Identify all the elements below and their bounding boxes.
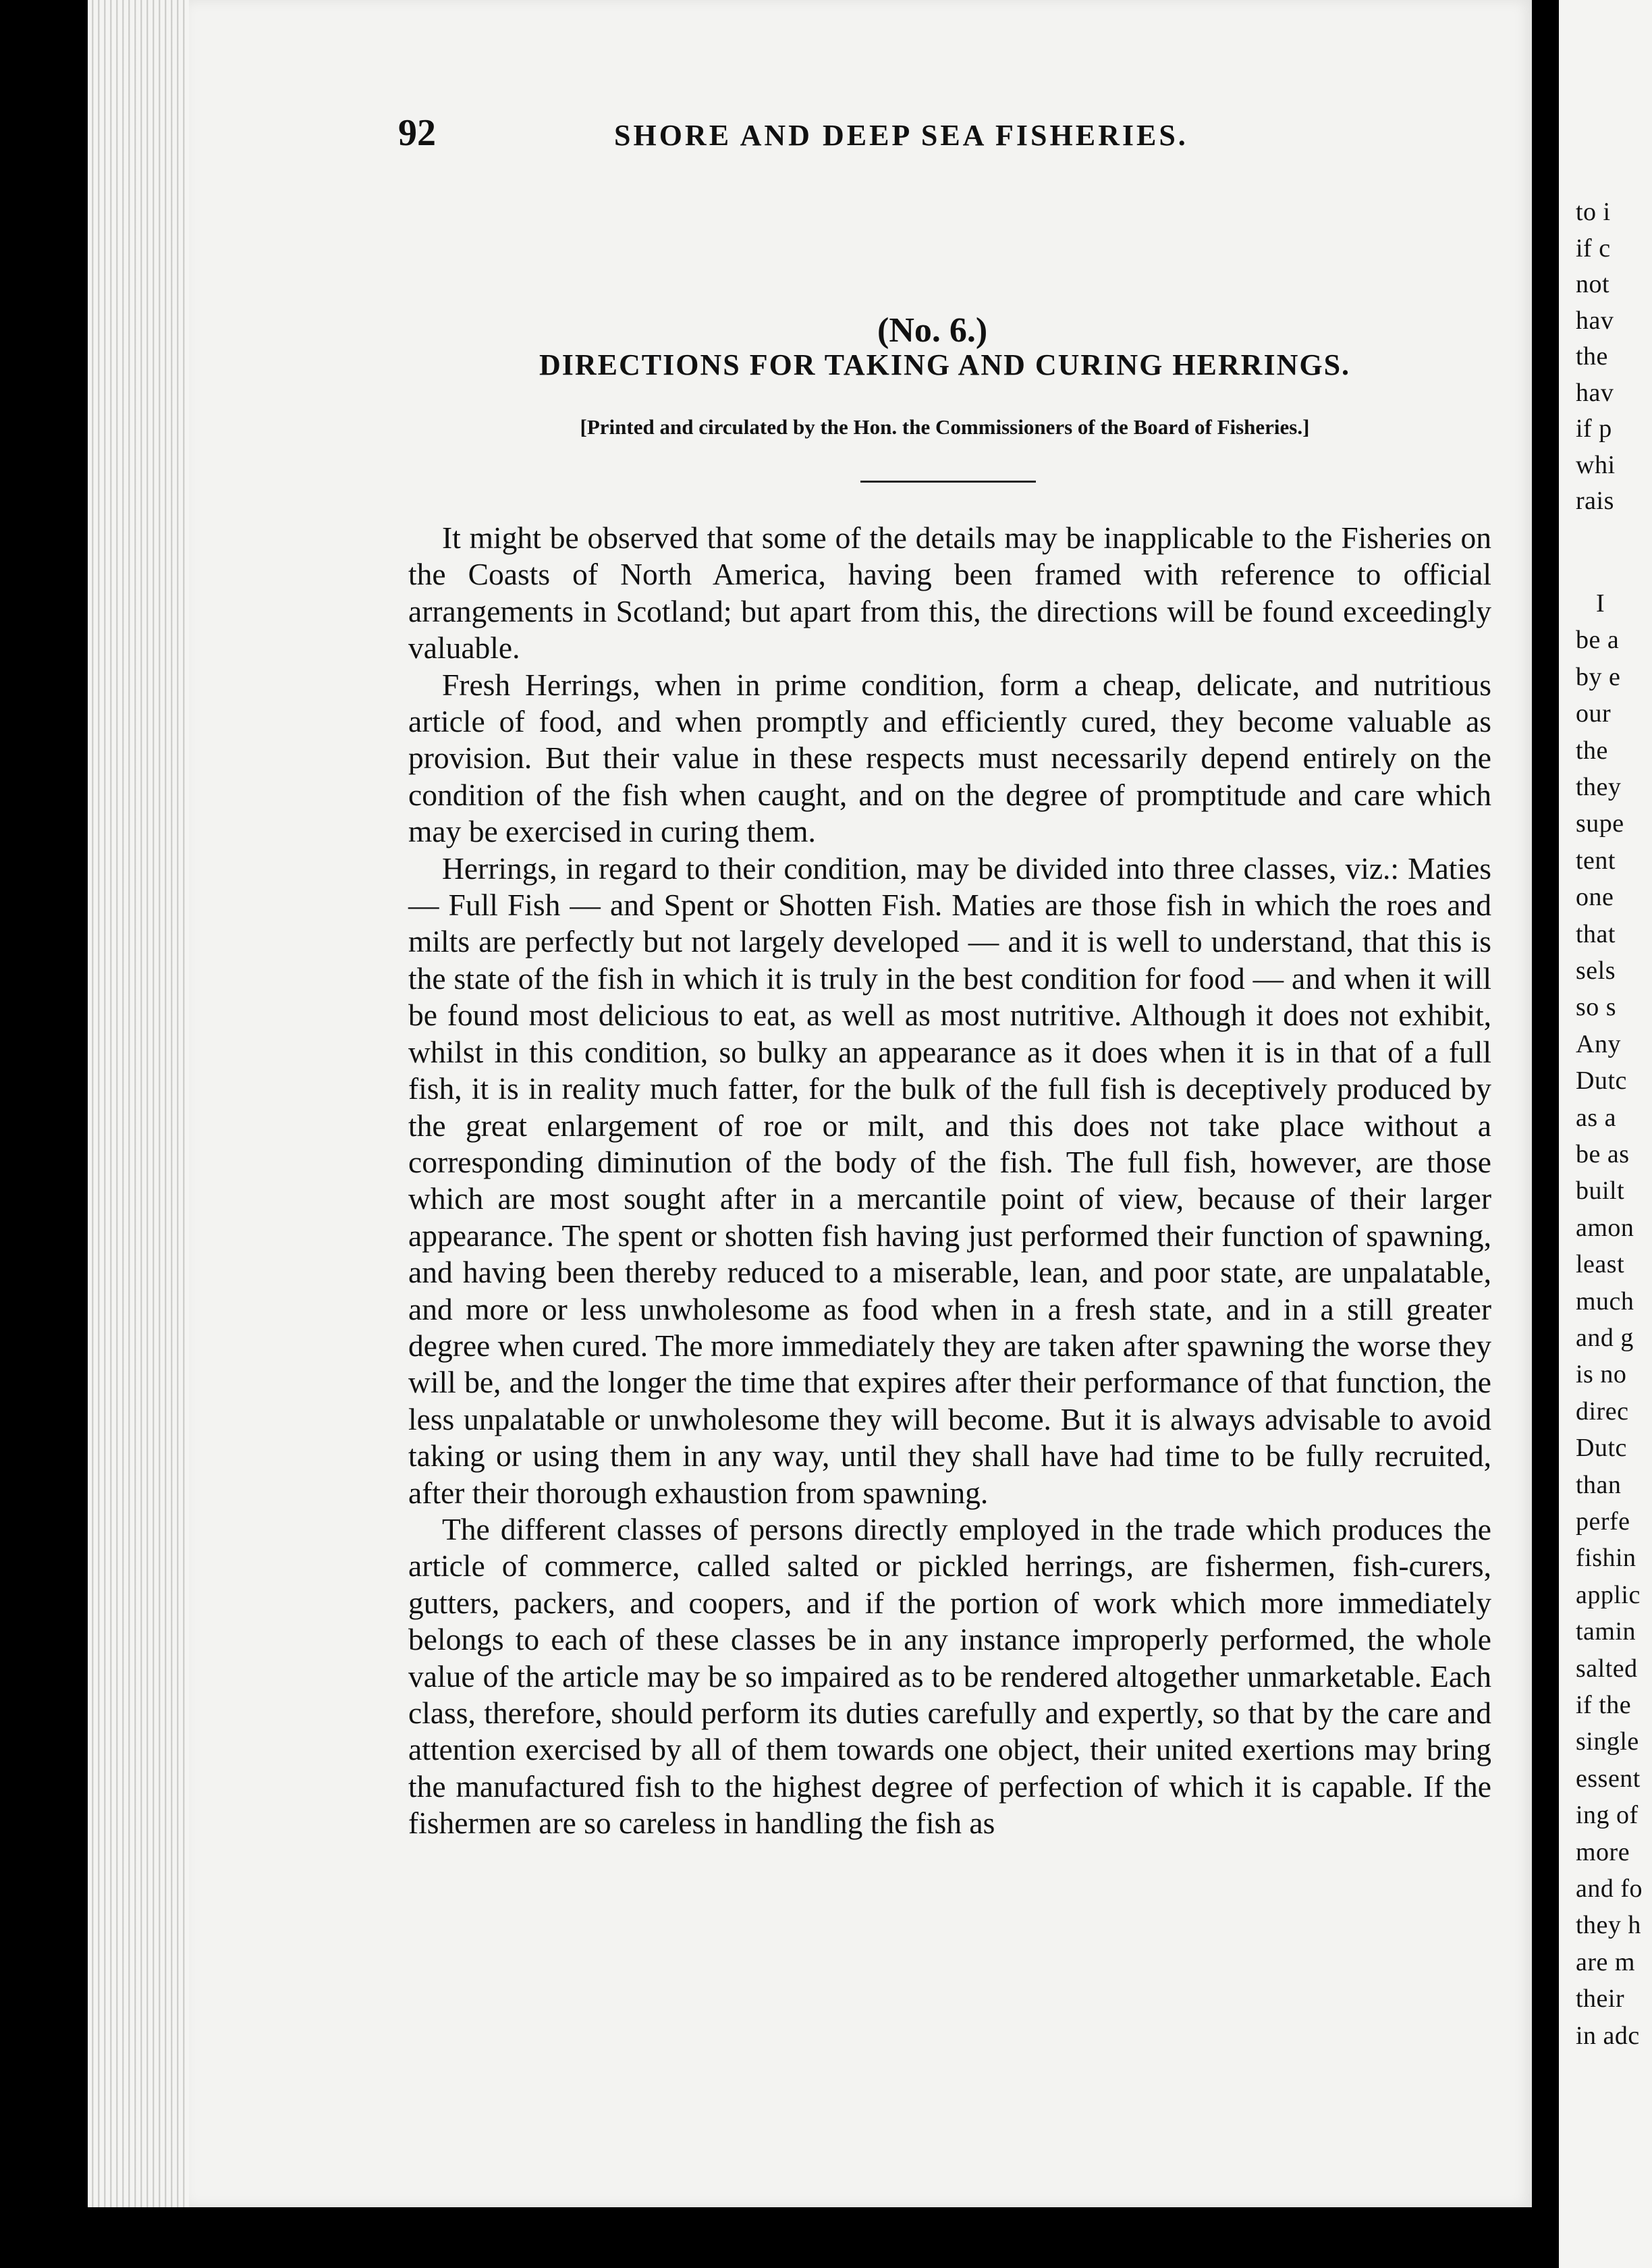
- facing-page-fragment: they h: [1576, 1911, 1641, 1940]
- facing-page-fragment: so s: [1576, 993, 1617, 1022]
- page-number: 92: [398, 112, 436, 154]
- facing-page-fragment: our: [1576, 699, 1612, 728]
- facing-page-fragment: not: [1576, 270, 1610, 298]
- running-title: SHORE AND DEEP SEA FISHERIES.: [614, 119, 1188, 152]
- book-gutter: [1532, 0, 1559, 2268]
- facing-page-fragment: in adc: [1576, 2021, 1640, 2050]
- facing-page-fragment: to i: [1576, 198, 1611, 226]
- facing-page-fragment: Any: [1576, 1029, 1621, 1058]
- facing-page-fragment: ing of: [1576, 1801, 1639, 1830]
- facing-page-fragment: essent: [1576, 1764, 1641, 1793]
- paragraph: Herrings, in regard to their condition, may be divided into three classes, viz.: Maties — Full Fish — and Spent or Shotten Fish. Maties are those fish in which the roes and milts are perfectly but not largely developed — and it is well to understand, that this is the state of the fish in which it is truly in the best condition for food — and when it will be found most delicious to eat, as well as most nutritive. Although it does not exhibit, whilst in this condition, so bulky an appearance as it does when it is in that of a full fish, it is in reality much fatter, for the bulk of the full fish is deceptively produced by the great enlargement of roe or milt, and this does not take place without a corresponding diminution of the body of the fish. The full fish, however, are those which are most sought after in a mercantile point of view, because of their larger appearance. The spent or shotten fish having just performed their function of spawning, and having been thereby reduced to a miserable, lean, and poor state, are unpalatable, and more or less unwholesome as food when in a fresh state, and in a still greater degree when cured. The more immediately they are taken after spawning the worse they will be, and the longer the time that expires after their performance of that function, the less unpalatable or unwholesome they will become. But it is always advisable to avoid taking or using them in any way, until they shall have had time to be fully recruited, after their thorough exhaustion from spawning.: [408, 850, 1491, 1510]
- facing-page-fragment: are m: [1576, 1947, 1635, 1976]
- scan-border-bottom: [0, 2207, 1559, 2268]
- facing-page-fragment: if the: [1576, 1691, 1632, 1719]
- paragraph: The different classes of persons directly employed in the trade which produces the article of commerce, called salted or pickled herrings, are fishermen, fish-curers, gutters, packers, and coopers, and if the portion of work which more immediately belongs to each of these classes be in any instance improperly performed, the whole value of the article may be so impaired as to be rendered altogether unmarketable. Each class, therefore, should perform its duties carefully and expertly, so that by the care and attention exercised by all of them towards one object, their united exertions may bring the manufactured fish to the highest degree of perfection of which it is capable. If the fishermen are so careless in handling the fish as: [408, 1511, 1491, 1841]
- facing-page-fragment: Dutc: [1576, 1066, 1627, 1096]
- facing-page-fragment: hav: [1576, 378, 1614, 407]
- book-page-edges: [88, 0, 189, 2268]
- paragraph: Fresh Herrings, when in prime condition, form a cheap, delicate, and nutritious article of food, and when promptly and efficiently cured, they become valuable as provision. But their value in these respects must necessarily depend entirely on the condition of the fish when caught, and on the degree of promptitude and care which may be exercised in curing them.: [408, 667, 1491, 849]
- document-subtitle: [Printed and circulated by the Hon. the Commissioners of the Board of Fisheries.]: [580, 415, 1310, 439]
- facing-page-fragment: direc: [1576, 1397, 1629, 1426]
- facing-page-fragment: if p: [1576, 414, 1612, 443]
- facing-page-fragment: much: [1576, 1287, 1634, 1316]
- facing-page-fragment: and fo: [1576, 1874, 1643, 1903]
- facing-page-fragment: supe: [1576, 809, 1624, 838]
- facing-page-fragment: single: [1576, 1727, 1639, 1756]
- running-head: [398, 111, 1491, 159]
- facing-page-fragment: sels: [1576, 956, 1616, 985]
- facing-page-fragment: that: [1576, 919, 1616, 948]
- facing-page-fragment: fishin: [1576, 1544, 1636, 1573]
- facing-page-fragment: tent: [1576, 846, 1616, 875]
- facing-page-fragment: if c: [1576, 234, 1611, 263]
- facing-page: [1559, 0, 1652, 2268]
- facing-page-fragment: least: [1576, 1250, 1625, 1279]
- title-rule: [860, 481, 1036, 483]
- facing-page-fragment: by e: [1576, 662, 1621, 691]
- scan-border-left: [0, 0, 88, 2268]
- facing-page-fragment: hav: [1576, 306, 1614, 335]
- facing-page-fragment: amon: [1576, 1213, 1634, 1242]
- facing-page-fragment: whi: [1576, 450, 1616, 479]
- facing-page-fragment: as a: [1576, 1103, 1617, 1132]
- facing-page-fragment: salted: [1576, 1654, 1638, 1683]
- facing-page-fragment: applic: [1576, 1580, 1641, 1609]
- facing-page-fragment: and g: [1576, 1324, 1634, 1352]
- paragraph: It might be observed that some of the details may be inapplicable to the Fisheries on the Coasts of North America, having been framed with reference to official arrangements in Scotland; but apart from this, the directions will be found exceedingly valuable.: [408, 520, 1491, 666]
- document-number: (No. 6.): [877, 311, 988, 350]
- facing-page-fragment: is no: [1576, 1360, 1627, 1389]
- facing-page-fragment: be a: [1576, 626, 1620, 655]
- facing-page-fragment: than: [1576, 1470, 1622, 1499]
- facing-page-fragment: their: [1576, 1985, 1625, 2014]
- facing-page-fragment: I: [1596, 589, 1605, 618]
- facing-page-fragment: more: [1576, 1837, 1630, 1866]
- facing-page-fragment: rais: [1576, 487, 1614, 515]
- facing-page-fragment: the: [1576, 736, 1608, 765]
- facing-page-fragment: perfe: [1576, 1507, 1630, 1536]
- facing-page-fragment: Dutc: [1576, 1434, 1627, 1463]
- body-text: [408, 520, 1491, 1842]
- document-title: DIRECTIONS FOR TAKING AND CURING HERRINGS.: [539, 348, 1351, 381]
- facing-page-fragment: one: [1576, 883, 1614, 912]
- facing-page-fragment: built: [1576, 1177, 1625, 1206]
- facing-page-fragment: they: [1576, 773, 1622, 801]
- facing-page-fragment: tamin: [1576, 1617, 1636, 1646]
- facing-page-fragment: the: [1576, 342, 1608, 371]
- facing-page-fragment: be as: [1576, 1140, 1630, 1168]
